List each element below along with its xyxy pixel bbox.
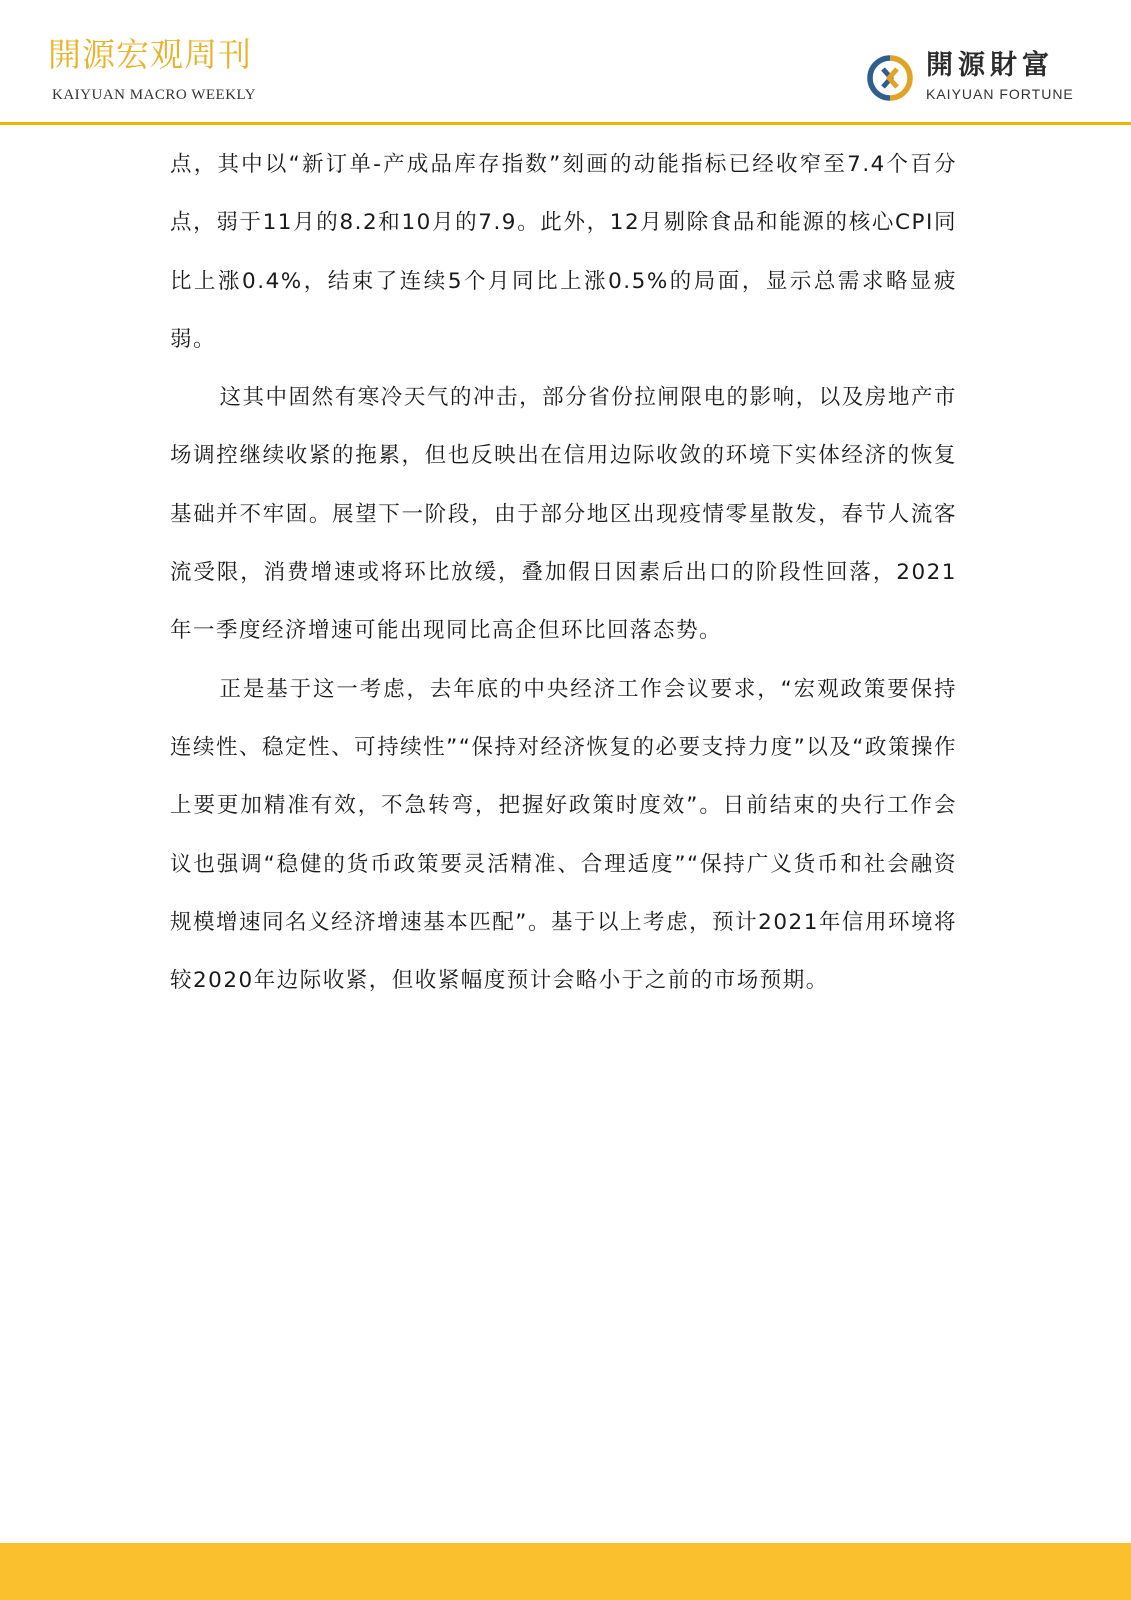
publication-subtitle: KAIYUAN MACRO WEEKLY bbox=[52, 87, 257, 103]
page-header bbox=[0, 0, 1131, 124]
article-body bbox=[170, 136, 957, 1010]
company-logo bbox=[866, 50, 1086, 110]
logo-name-cn: 開源財富 bbox=[926, 50, 1054, 81]
logo-name-en: KAIYUAN FORTUNE bbox=[926, 86, 1074, 102]
kaiyuan-logo-icon bbox=[866, 54, 914, 102]
paragraph-2: 这其中固然有寒冷天气的冲击，部分省份拉闸限电的影响，以及房地产市场调控继续收紧的拖累，但也反映出在信用边际收敛的环境下实体经济的恢复基础并不牢固。展望下一阶段，由于部分地区出现疫情零星散发，春节人流客流受限，消费增速或将环比放缓，叠加假日因素后出口的阶段性回落，2021年一季度经济增速可能出现同比高企但环比回落态势。 bbox=[170, 385, 957, 644]
paragraph-3: 正是基于这一考虑，去年底的中央经济工作会议要求，“宏观政策要保持连续性、稳定性、可持续性”“保持对经济恢复的必要支持力度”以及“政策操作上要更加精准有效，不急转弯，把握好政策时度效”。日前结束的央行工作会议也强调“稳健的货币政策要灵活精准、合理适度”“保持广义货币和社会融资规模增速同名义经济增速基本匹配”。基于以上考虑，预计2021年信用环境将较2020年边际收紧，但收紧幅度预计会略小于之前的市场预期。 bbox=[170, 676, 957, 994]
footer-band bbox=[0, 1543, 1131, 1600]
paragraph-1: 点，其中以“新订单-产成品库存指数”刻画的动能指标已经收窄至7.4个百分点，弱于11月的8.2和10月的7.9。此外，12月剔除食品和能源的核心CPI同比上涨0.4%，结束了连续5个月同比上涨0.5%的局面，显示总需求略显疲弱。 bbox=[170, 152, 957, 352]
publication-title: 開源宏观周刊 bbox=[48, 35, 252, 74]
header-divider bbox=[0, 122, 1131, 125]
